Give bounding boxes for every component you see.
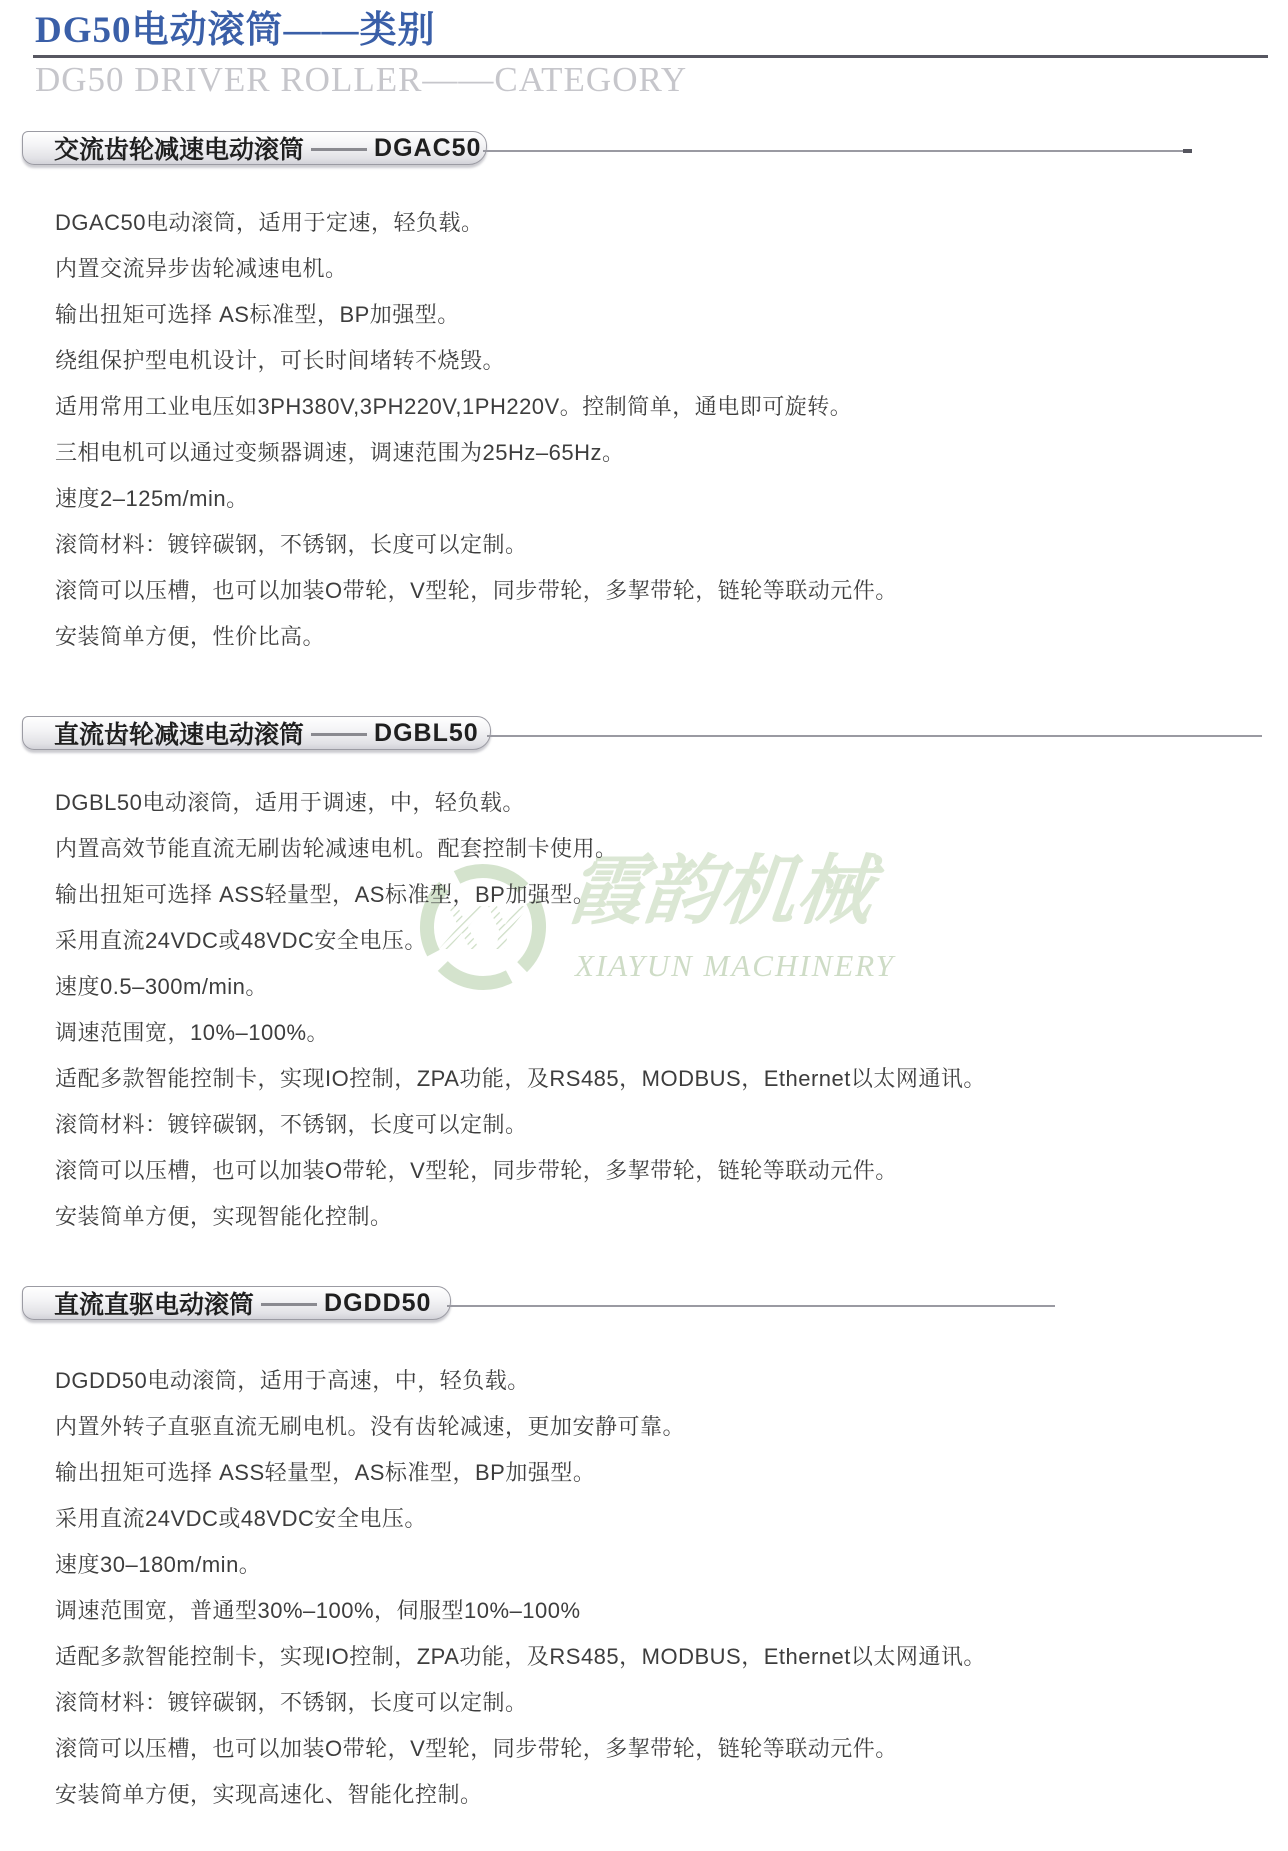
section-heading-cn: 交流齿轮减速电动滚筒 <box>54 136 305 164</box>
feature-line: 内置外转子直驱直流无刷电机。没有齿轮减速，更加安静可靠。 <box>55 1414 686 1439</box>
feature-line: 滚筒材料：镀锌碳钢，不锈钢，长度可以定制。 <box>55 532 528 557</box>
feature-line: 调速范围宽，10%–100%。 <box>55 1020 330 1045</box>
header-rule-line <box>447 1305 1055 1307</box>
feature-list <box>22 1358 1288 1818</box>
sections <box>0 131 1288 1818</box>
feature-line: DGAC50电动滚筒，适用于定速，轻负载。 <box>55 210 484 235</box>
feature-line: DGBL50电动滚筒，适用于调速，中，轻负载。 <box>55 790 525 815</box>
feature-line: 速度2–125m/min。 <box>55 486 249 511</box>
section-tab <box>22 1286 451 1320</box>
feature-line: 输出扭矩可选择 AS标准型，BP加强型。 <box>55 302 460 327</box>
section-heading-model: DGAC50 <box>374 133 482 162</box>
section-heading-model: DGDD50 <box>324 1288 432 1317</box>
feature-line: 安装简单方便，实现智能化控制。 <box>55 1204 393 1229</box>
section-header <box>22 716 1288 756</box>
heading-dash <box>261 1303 317 1306</box>
section-tab <box>22 716 491 750</box>
feature-line: 滚筒材料：镀锌碳钢，不锈钢，长度可以定制。 <box>55 1112 528 1137</box>
feature-line: 调速范围宽，普通型30%–100%，伺服型10%–100% <box>55 1598 581 1623</box>
feature-line: 速度30–180m/min。 <box>55 1552 262 1577</box>
section-tab <box>22 131 487 165</box>
section-dgdd50 <box>22 1286 1288 1818</box>
feature-line: 安装简单方便，实现高速化、智能化控制。 <box>55 1782 483 1807</box>
feature-line: 滚筒可以压槽，也可以加装O带轮，V型轮，同步带轮，多挈带轮，链轮等联动元件。 <box>55 1158 898 1183</box>
feature-line: 绕组保护型电机设计，可长时间堵转不烧毁。 <box>55 348 506 373</box>
feature-list <box>22 780 1288 1240</box>
section-heading-model: DGBL50 <box>374 718 479 747</box>
watermark-name-cn: 霞韵机械 <box>563 849 877 934</box>
watermark-name-en: XIAYUN MACHINERY <box>575 948 895 983</box>
feature-line: 安装简单方便，性价比高。 <box>55 624 326 649</box>
feature-line: 适用常用工业电压如3PH380V,3PH220V,1PH220V。控制简单，通电即可旋转。 <box>55 394 853 419</box>
page-subtitle: DG50 DRIVER ROLLER——CATEGORY <box>35 60 688 99</box>
header-rule-line <box>483 150 1192 152</box>
feature-line: 滚筒材料：镀锌碳钢，不锈钢，长度可以定制。 <box>55 1690 528 1715</box>
section-dgbl50 <box>22 716 1288 1240</box>
feature-line: 输出扭矩可选择 ASS轻量型，AS标准型，BP加强型。 <box>55 1460 596 1485</box>
page-title: DG50电动滚筒——类别 <box>35 10 436 51</box>
feature-line: 输出扭矩可选择 ASS轻量型，AS标准型，BP加强型。 <box>55 882 596 907</box>
feature-line: 滚筒可以压槽，也可以加装O带轮，V型轮，同步带轮，多挈带轮，链轮等联动元件。 <box>55 578 898 603</box>
feature-line: DGDD50电动滚筒，适用于高速，中，轻负载。 <box>55 1368 530 1393</box>
feature-line: 三相电机可以通过变频器调速，调速范围为25Hz–65Hz。 <box>55 440 625 465</box>
heading-dash <box>311 733 367 736</box>
feature-line: 内置高效节能直流无刷齿轮减速电机。配套控制卡使用。 <box>55 836 618 861</box>
feature-line: 采用直流24VDC或48VDC安全电压。 <box>55 1506 427 1531</box>
section-heading-cn: 直流直驱电动滚筒 <box>54 1291 255 1319</box>
section-header <box>22 131 1288 171</box>
feature-line: 速度0.5–300m/min。 <box>55 974 268 999</box>
feature-line: 采用直流24VDC或48VDC安全电压。 <box>55 928 427 953</box>
svg-text:XY: XY <box>441 894 525 963</box>
section-dgac50 <box>22 131 1288 660</box>
feature-line: 内置交流异步齿轮减速电机。 <box>55 256 348 281</box>
page-header <box>0 0 1288 102</box>
header-rule-end-tick <box>1183 149 1192 153</box>
heading-dash <box>311 148 367 151</box>
feature-line: 滚筒可以压槽，也可以加装O带轮，V型轮，同步带轮，多挈带轮，链轮等联动元件。 <box>55 1736 898 1761</box>
feature-line: 适配多款智能控制卡，实现IO控制，ZPA功能，及RS485，MODBUS，Ethernet以太网通讯。 <box>55 1644 986 1669</box>
feature-list <box>22 200 1288 660</box>
section-header <box>22 1286 1288 1326</box>
feature-line: 适配多款智能控制卡，实现IO控制，ZPA功能，及RS485，MODBUS，Ethernet以太网通讯。 <box>55 1066 986 1091</box>
header-rule-line <box>487 735 1262 737</box>
section-heading-cn: 直流齿轮减速电动滚筒 <box>54 721 305 749</box>
